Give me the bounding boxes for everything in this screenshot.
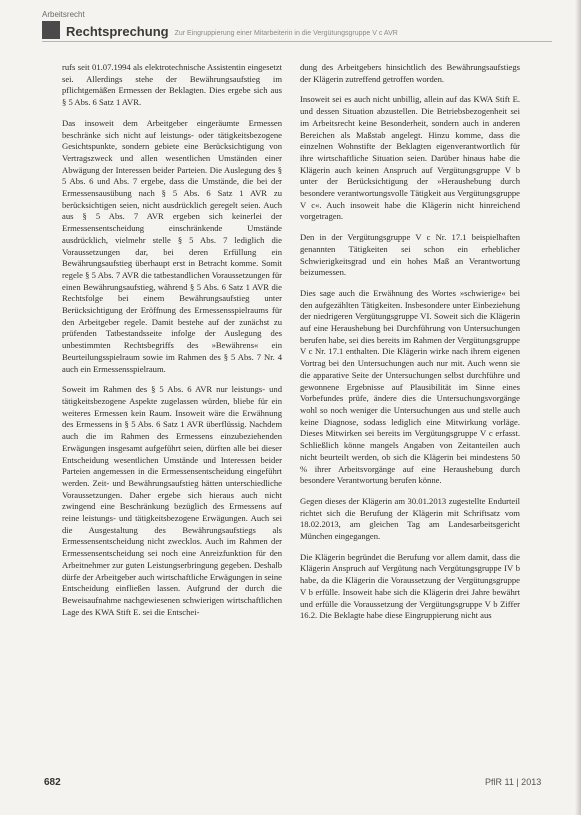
section-header [42,20,552,42]
section-subtitle: Zur Eingruppierung einer Mitarbeiterin in die Vergütungsgruppe V c AVR [174,30,398,37]
paragraph: Gegen dieses der Klägerin am 30.01.2013 zugestellte Endurteil richtet sich die Berufung der Klägerin mit Schriftsatz vom 18.02.2013, am gleichen Tag am Landesarbeitsgericht München eingegangen. [300,495,520,542]
page-edge [575,0,581,815]
paragraph: dung des Arbeitgebers hinsichtlich des Bewährungsaufstiegs der Klägerin zutreffend getroffen worden. [300,62,520,84]
page-number: 682 [44,777,61,788]
left-column [62,62,282,627]
paragraph: Die Klägerin begründet die Berufung vor allem damit, dass die Klägerin Anspruch auf Vergütung nach Vergütungsgruppe IV b habe, da die Klägerin die Voraussetzung der Vergütungsgruppe V b erfülle. Insoweit habe sich die Klägerin drei Jahre bewährt und erfülle die Voraussetzung der Vergütungsgruppe V b Ziffer 16.2. Die Beklagte habe diese Eingruppierung nicht aus [300,551,520,621]
paragraph: Dies sage auch die Erwähnung des Wortes »schwierige« bei den aufgezählten Tätigkeiten. Insbesondere unter Einbeziehung der niedrigeren Vergütungsgruppe VI. Soweit sich die Klägerin auf eine Heraushebung bei Durchführung von Untersuchungen berufen habe, sei dies bereits im Rahmen der Vergütungsgruppe V c Nr. 17.1 enthalten. Die Klägerin wirke nach ihrem eigenen Vortrag bei den Untersuchungen auch nur mit. Auch wenn sie die apparative Seite der Untersuchungen selbst durchführe und gewonnene Ergebnisse auf Plausibilität im Sinne eines Vorbefundes prüfe, ändere dies die Untersuchungsvorgänge wohl so noch weniger die Untersuchungen aus und stelle auch keine Diagnose, sodass lediglich eine Mitwirkung vorläge. Dieses Mitwirken sei bereits im Vergütungsgruppe V c erfasst. Schließlich könne mangels Angaben von Zeitanteilen auch nicht beurteilt werden, ob sich die Klägerin bei mindestens 50 % ihrer Arbeitsvorgänge auf eine Heraushebung durch besondere Verantwortung berufen könne. [300,287,520,486]
paragraph: Das insoweit dem Arbeitgeber eingeräumte Ermessen beschränke sich nicht auf leistungs- oder tätigkeitsbezogene Gesichtspunkte, sondern gebiete eine Berücksichtigung von Vertragszweck und allen wesentlichen Umständen einer Abwägung der Interessen beider Parteien. Die Auslegung des § 5 Abs. 6 und Abs. 7 ergebe, dass die Umstände, die bei der Ermessensausübung nach § 5 Abs. 6 Satz 1 AVR zu berücksichtigen seien, nicht ausdrücklich geregelt seien. Auch aus § 5 Abs. 7 AVR ergeben sich keinerlei der Ermessensentscheidung einschränkende Umstände ausdrücklich, vielmehr stelle § 5 Abs. 7 lediglich die Voraussetzungen dar, bei deren Erfüllung ein Bewährungsaufstieg überhaupt erst in Betracht komme. Somit regele § 5 Abs. 7 AVR die tatbestandlichen Voraussetzungen für einen Bewährungsaufstieg, während § 5 Abs. 6 Satz 1 AVR die Rechtsfolge bei einem Bewährungsaufstieg unter Berücksichtigung der Eröffnung des Ermessensspielraums für den Arbeitgeber regele. Damit bestehe auf der zunächst zu prüfenden Tatbestandsseite infolge der Auslegung des unbestimmten Rechtsbegriffs des »Bewährens« ein Beurteilungsspielraum sowie im Rahmen des § 5 Abs. 7 Nr. 4 auch ein Ermessensspielraum. [62,117,282,374]
right-column [300,62,520,631]
paragraph: Insoweit sei es auch nicht unbillig, allein auf das KWA Stift E. und dessen Situation abzustellen. Die Betriebsbezogenheit sei im Arbeitsrecht keine Besonderheit, sondern auch in anderen Bereichen als Maßstab angelegt. Hinzu komme, dass die einzelnen Wohnstifte der Beklagten eigenverantwortlich für ihre wirtschaftliche Situation seien. Darüber hinaus habe die Klägerin auch keinen Anspruch auf Vergütungsgruppe V b unter der Berücksichtigung der »Heraushebung durch besondere verantwortungsvolle Tätigkeit aus Vergütungsgruppe V c«. Auch insoweit habe die Klägerin nicht hinreichend vorgetragen. [300,94,520,222]
section-title: Rechtsprechung [66,24,169,39]
paragraph: rufs seit 01.07.1994 als elektrotechnische Assistentin eingesetzt sei. Allerdings stehe der Bewährungsaufstieg im pflichtgemäßen Ermessen der Beklagten. Dies ergebe sich aus § 5 Abs. 6 Satz 1 AVR. [62,62,282,108]
paragraph: Den in der Vergütungsgruppe V c Nr. 17.1 beispielhaften genannten Tätigkeiten sei schon ein erheblicher Schwierigkeitsgrad und ein hohes Maß an Verantwortung beizumessen. [300,232,520,278]
journal-reference: PflR 11 | 2013 [485,777,542,787]
section-category: Arbeitsrecht [42,10,85,19]
paragraph: Soweit im Rahmen des § 5 Abs. 6 AVR nur leistungs- und tätigkeitsbezogene Aspekte zugelassen würden, bliebe für ein weiteres Ermessen kein Raum. Insoweit wäre die Erwähnung des Ermessens in § 5 Abs. 6 Satz 1 AVR überflüssig. Nachdem auch die im Rahmen des Ermessens einzubeziehenden Erwägungen insgesamt aufgeführt seien, dürften alle bei dieser Entscheidung wesentlichen Umstände und Interessen beider Parteien angemessen in die Ermessensentscheidung eingeführt werden. Zeit- und Bewährungsaufstieg hätten unterschiedliche Voraussetzungen. Daher ergebe sich hieraus auch nicht zwingend eine Beschränkung bezüglich des Ermessens auf reine leistungs- und tätigkeitsbezogene Erwägungen. Auch sei die Ausgestaltung des Bewährungsaufstiegs als Ermessensentscheidung nicht zwecklos. Auch im Rahmen der Ermessensentscheidung sei noch eine Anreizfunktion für den Arbeitnehmer zur guten Leistungserbringung gegeben. Deshalb dürfe der Arbeitgeber auch wirtschaftliche Erwägungen in seine Entscheidung einfließen lassen. Aufgrund der durch die Beweisaufnahme nachgewiesenen schwierigen wirtschaftlichen Lage des KWA Stift E. sei die Entschei- [62,384,282,617]
section-marker-icon [42,21,60,39]
